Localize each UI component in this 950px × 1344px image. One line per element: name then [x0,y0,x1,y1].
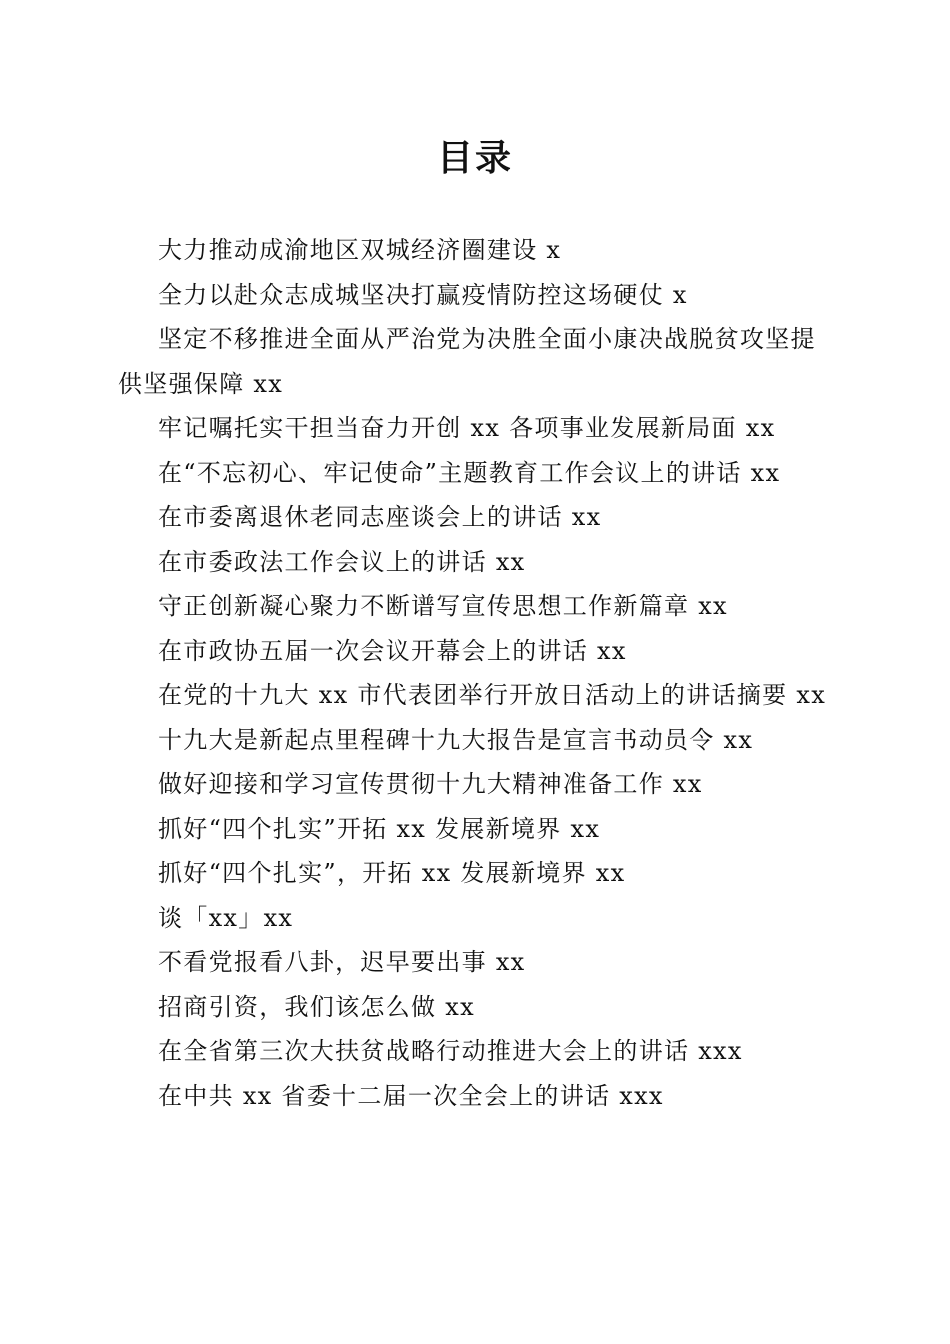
toc-item[interactable]: 在市政协五届一次会议开幕会上的讲话 xx [158,636,627,665]
toc-item[interactable]: 在全省第三次大扶贫战略行动推进大会上的讲话 xxx [158,1037,743,1065]
toc-item[interactable]: 守正创新凝心聚力不断谱写宣传思想工作新篇章 xx [158,592,728,620]
toc-item[interactable]: 不看党报看八卦，迟早要出事 xx [158,948,526,976]
toc-item[interactable]: 十九大是新起点里程碑十九大报告是宣言书动员令 xx [158,725,754,754]
toc-item[interactable]: 全力以赴众志成城坚决打赢疫情防控这场硬仗 x [158,280,688,309]
table-of-contents [118,228,830,1118]
toc-item[interactable]: 牢记嘱托实干担当奋力开创 xx 各项事业发展新局面 xx [158,414,776,442]
toc-item[interactable]: 在党的十九大 xx 市代表团举行开放日活动上的讲话摘要 xx [158,681,827,709]
toc-item[interactable]: 坚定不移推进全面从严治党为决胜全面小康决战脱贫攻坚提供坚强保障 xx [118,325,816,398]
toc-item[interactable]: 做好迎接和学习宣传贯彻十九大精神准备工作 xx [158,770,703,798]
toc-item[interactable]: 谈「xx」xx [158,903,294,932]
toc-item[interactable]: 在市委离退休老同志座谈会上的讲话 xx [158,503,602,531]
toc-item[interactable]: 在市委政法工作会议上的讲话 xx [158,547,526,576]
toc-item[interactable]: 招商引资，我们该怎么做 xx [158,992,475,1021]
toc-item[interactable]: 大力推动成渝地区双城经济圈建设 x [158,236,562,264]
toc-item[interactable]: 抓好“四个扎实”，开拓 xx 发展新境界 xx [158,859,626,887]
toc-item[interactable]: 在“不忘初心、牢记使命”主题教育工作会议上的讲话 xx [158,458,781,487]
toc-item[interactable]: 在中共 xx 省委十二届一次全会上的讲话 xxx [158,1081,664,1110]
page-title: 目录 [436,137,513,179]
toc-item[interactable]: 抓好“四个扎实”开拓 xx 发展新境界 xx [158,814,601,843]
